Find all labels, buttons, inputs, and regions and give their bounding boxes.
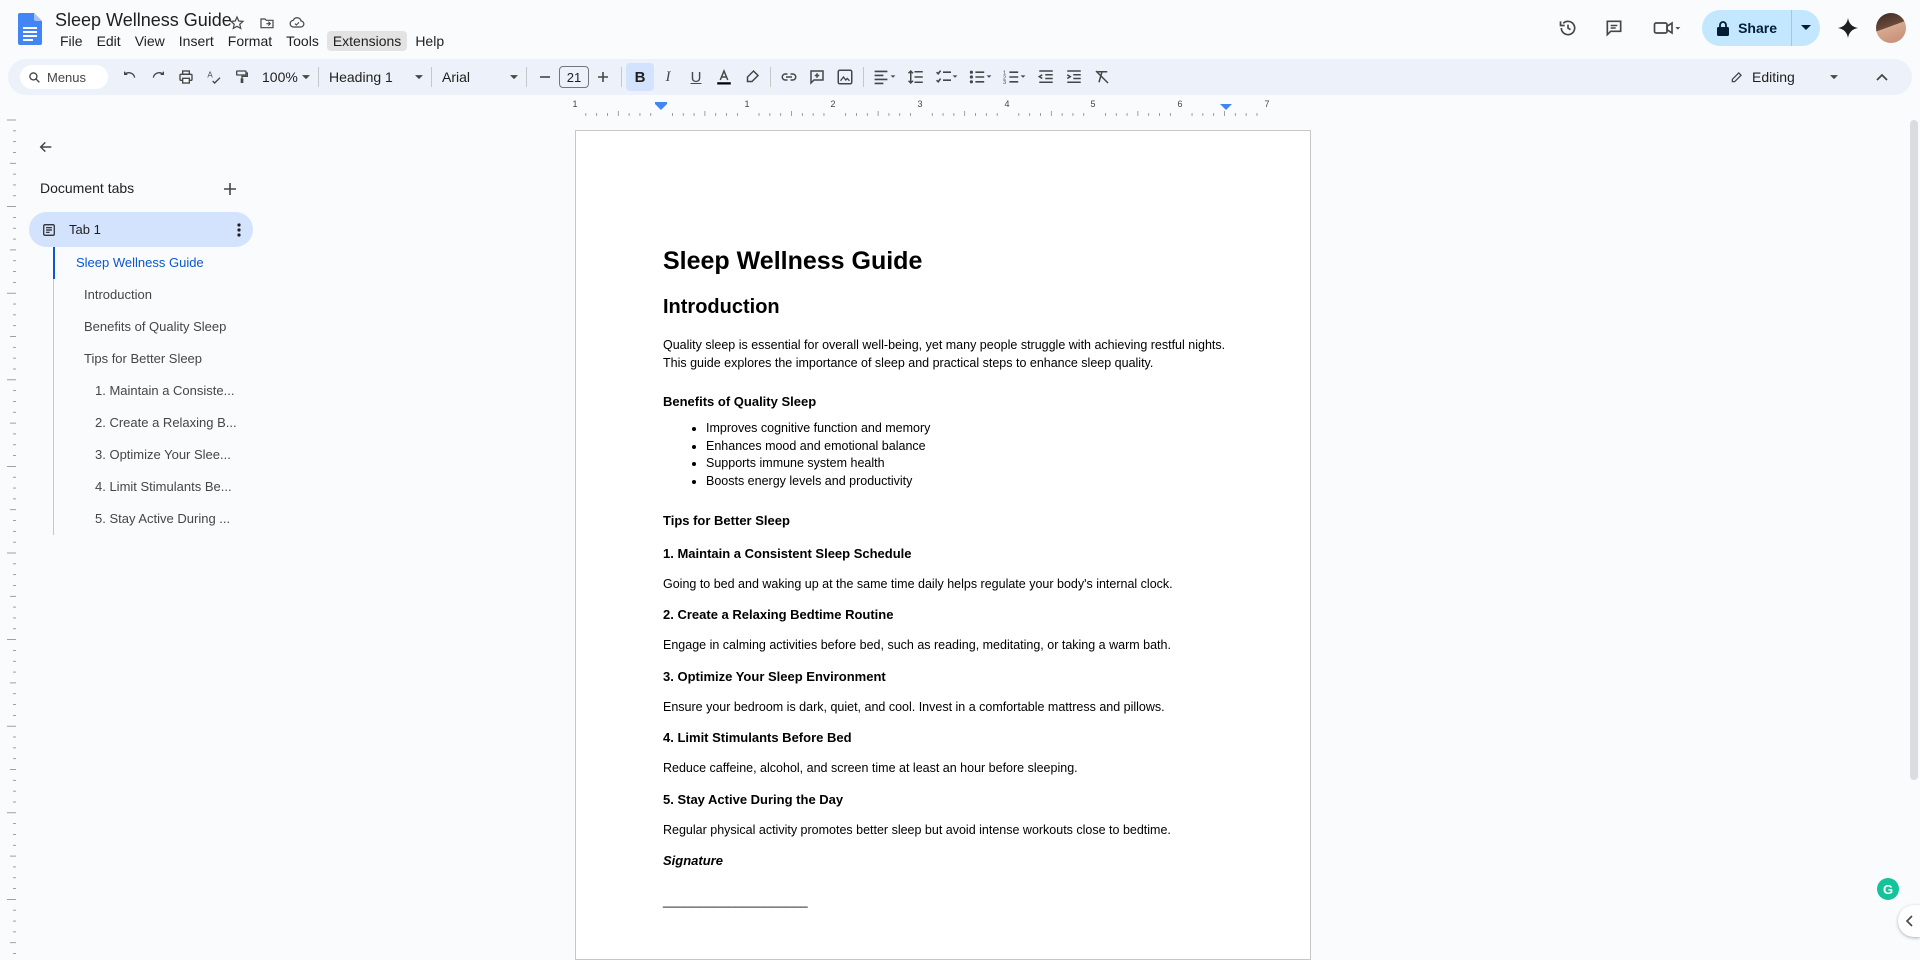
outline-item-tip-5[interactable]: 5. Stay Active During ... [54,503,249,535]
gemini-sparkle-icon[interactable] [1828,8,1868,48]
print-icon[interactable] [172,63,200,91]
list-item[interactable]: • Boosts energy levels and productivity [706,473,1228,491]
toolbar-divider [863,67,864,87]
numbered-list-icon[interactable] [998,63,1032,91]
menu-help[interactable]: Help [409,31,450,51]
menu-format[interactable]: Format [222,31,278,51]
insert-image-icon[interactable] [831,63,859,91]
redo-icon[interactable] [144,63,172,91]
document-outline [53,247,253,535]
outline-item-benefits[interactable]: Benefits of Quality Sleep [54,311,253,343]
comments-icon[interactable] [1594,8,1634,48]
meet-video-icon[interactable] [1642,8,1692,48]
font-size-input[interactable]: 21 [559,66,589,88]
ruler-label: 2 [830,99,835,109]
paint-format-icon[interactable] [228,63,256,91]
tab-1-label: Tab 1 [69,222,225,237]
ruler-label: 6 [1177,99,1182,109]
ruler-label: 3 [917,99,922,109]
heading-tip-4[interactable]: 4. Limit Stimulants Before Bed [663,730,1228,745]
spellcheck-icon[interactable] [200,63,228,91]
toolbar-divider [770,67,771,87]
heading-introduction[interactable]: Introduction [663,296,1228,319]
top-bar [0,0,1920,56]
undo-icon[interactable] [116,63,144,91]
menu-search-label: Menus [47,70,86,85]
highlight-color-icon[interactable] [738,63,766,91]
document-page[interactable] [575,130,1311,960]
outline-item-tip-3[interactable]: 3. Optimize Your Slee... [54,439,249,471]
outline-item-tip-2[interactable]: 2. Create a Relaxing B... [54,407,249,439]
menu-extensions[interactable]: Extensions [327,31,407,51]
editing-mode-select[interactable] [1720,63,1848,91]
ruler-label: 5 [1090,99,1095,109]
outline-item-title[interactable]: Sleep Wellness Guide [53,247,253,279]
document-tabs-heading: Document tabs [40,180,134,196]
menu-search-box[interactable] [20,65,108,89]
chevron-down-icon [1830,75,1838,80]
svg-text:A: A [207,71,213,80]
back-arrow-icon[interactable] [30,131,62,163]
clear-formatting-icon[interactable] [1088,63,1116,91]
signature-label[interactable]: Signature [663,853,1228,868]
ruler-label: 7 [1264,99,1269,109]
share-dropdown-chevron-icon[interactable] [1792,10,1820,46]
menu-bar [54,31,450,51]
menu-tools[interactable]: Tools [280,31,325,51]
tip-4-text[interactable]: Reduce caffeine, alcohol, and screen time at least an hour before sleeping. [663,760,1228,778]
bulleted-list-icon[interactable] [964,63,998,91]
document-body[interactable] [663,247,1228,908]
increase-font-size-icon[interactable] [589,63,617,91]
search-icon [28,71,41,84]
benefits-list [663,420,1228,491]
heading-tip-3[interactable]: 3. Optimize Your Sleep Environment [663,669,1228,684]
align-left-icon[interactable] [868,63,902,91]
increase-indent-icon[interactable] [1060,63,1088,91]
formatting-toolbar [8,59,1912,95]
ruler-label: 1 [744,99,749,109]
heading-tip-5[interactable]: 5. Stay Active During the Day [663,792,1228,807]
insert-link-icon[interactable] [775,63,803,91]
checklist-icon[interactable] [930,63,964,91]
decrease-indent-icon[interactable] [1032,63,1060,91]
document-title[interactable]: Sleep Wellness Guide [55,10,232,31]
tab-1[interactable] [29,212,253,247]
signature-line[interactable]: ____________________ [663,893,1228,908]
share-label: Share [1738,20,1777,36]
svg-text:1: 1 [1003,71,1006,77]
account-avatar[interactable] [1876,13,1906,43]
chevron-down-icon [302,75,310,80]
share-button-group [1702,10,1820,46]
intro-paragraph[interactable]: Quality sleep is essential for overall well-being, yet many people struggle with achieving restful nights. This guide explores the importance of sleep and practical steps to enhance sleep quality. [663,337,1228,372]
zoom-select[interactable] [256,63,314,91]
document-heading-title[interactable]: Sleep Wellness Guide [663,247,1228,276]
heading-tip-2[interactable]: 2. Create a Relaxing Bedtime Routine [663,607,1228,622]
grammarly-icon[interactable]: G [1877,878,1899,900]
underline-icon[interactable]: U [682,63,710,91]
zoom-value: 100% [262,69,298,85]
chevron-down-icon [510,75,518,80]
tab-options-more-vert-icon[interactable] [225,223,253,237]
outline-item-tips[interactable]: Tips for Better Sleep [54,343,253,375]
line-spacing-icon[interactable] [902,63,930,91]
menu-file[interactable]: File [54,31,89,51]
list-item[interactable]: • Improves cognitive function and memory [706,420,1228,438]
italic-icon[interactable]: I [654,63,682,91]
ruler-label: 1 [572,99,577,109]
menu-view[interactable]: View [129,31,171,51]
font-family-select[interactable] [436,63,522,91]
menu-edit[interactable]: Edit [91,31,127,51]
document-tab-icon [29,223,69,237]
ruler-label: 4 [1004,99,1009,109]
paragraph-style-select[interactable] [323,63,427,91]
heading-tips[interactable]: Tips for Better Sleep [663,513,1228,528]
bold-icon[interactable]: B [626,63,654,91]
toolbar-divider [318,67,319,87]
heading-tip-1[interactable]: 1. Maintain a Consistent Sleep Schedule [663,546,1228,561]
right-indent-marker-icon[interactable] [1220,104,1232,110]
outline-item-introduction[interactable]: Introduction [54,279,253,311]
version-history-icon[interactable] [1548,8,1588,48]
side-panel-toggle-chevron-left-icon[interactable] [1898,905,1920,937]
toolbar-divider [621,67,622,87]
decrease-font-size-icon[interactable] [531,63,559,91]
heading-benefits[interactable]: Benefits of Quality Sleep [663,394,1228,409]
chevron-down-icon [415,75,423,80]
left-indent-marker-icon[interactable] [655,104,667,110]
list-item[interactable]: • Enhances mood and emotional balance [706,438,1228,456]
vertical-ruler[interactable] [0,120,16,945]
tip-2-text[interactable]: Engage in calming activities before bed, such as reading, meditating, or taking a warm bath. [663,637,1228,655]
menu-insert[interactable]: Insert [173,31,220,51]
pencil-icon [1730,70,1744,84]
add-tab-plus-icon[interactable] [218,177,242,201]
svg-text:2: 2 [1003,75,1006,81]
toolbar-divider [526,67,527,87]
text-color-icon[interactable] [710,63,738,91]
editing-mode-label: Editing [1752,69,1822,85]
tip-1-text[interactable]: Going to bed and waking up at the same time daily helps regulate your body's internal clock. [663,576,1228,594]
hide-menus-chevron-up-icon[interactable] [1868,63,1896,91]
vertical-scrollbar[interactable] [1910,120,1918,780]
document-tabs-panel [28,125,258,545]
lock-icon [1716,20,1730,36]
paragraph-style-value: Heading 1 [329,69,393,85]
tip-5-text[interactable]: Regular physical activity promotes better sleep but avoid intense workouts close to bedtime. [663,822,1228,840]
outline-item-tip-4[interactable]: 4. Limit Stimulants Be... [54,471,249,503]
toolbar-divider [431,67,432,87]
font-family-value: Arial [442,69,470,85]
tip-3-text[interactable]: Ensure your bedroom is dark, quiet, and cool. Invest in a comfortable mattress and pillows. [663,699,1228,717]
add-comment-icon[interactable] [803,63,831,91]
svg-text:3: 3 [1003,80,1006,86]
outline-item-tip-1[interactable]: 1. Maintain a Consiste... [54,375,249,407]
share-button[interactable] [1702,10,1792,46]
horizontal-ruler[interactable] [575,100,1311,116]
list-item[interactable]: • Supports immune system health [706,455,1228,473]
docs-logo-icon[interactable] [18,13,42,45]
first-line-indent-marker[interactable] [655,102,667,104]
